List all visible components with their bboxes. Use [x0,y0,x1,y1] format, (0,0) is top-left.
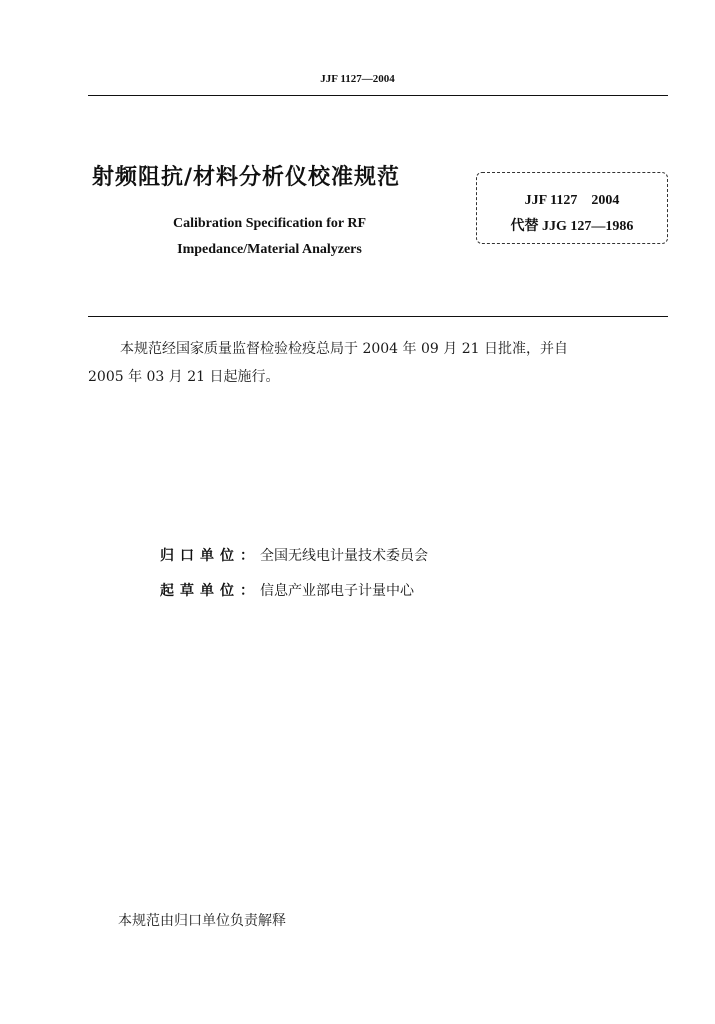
drafting-unit [160,580,414,600]
responsible-unit [160,545,428,565]
drafting-unit-label: 起草单位： [160,583,260,599]
document-code-header: JJF 1127—2004 [320,73,395,85]
code-box-line1: JJF 1127 2004 [524,193,620,208]
responsible-unit-label: 归口单位： [160,548,260,564]
title-rule [88,316,668,317]
title-english-line2: Impedance/Material Analyzers [177,242,362,257]
drafting-unit-value: 信息产业部电子计量中心 [260,583,414,599]
approval-line2: 2005 年 03 月 21 日起施行。 [88,369,280,385]
interpretation-note: 本规范由归口单位负责解释 [118,913,286,929]
specification-code-box [476,172,668,244]
title-chinese: 射频阻抗/材料分析仪校准规范 [92,165,401,190]
title-english-line1: Calibration Specification for RF [172,216,366,231]
approval-line1: 本规范经国家质量监督检验检疫总局于 2004 年 09 月 21 日批准，并自 [120,341,568,357]
header-rule [88,95,668,96]
responsible-unit-value: 全国无线电计量技术委员会 [260,548,428,564]
code-box-line2: 代替 JJG 127—1986 [510,219,634,234]
